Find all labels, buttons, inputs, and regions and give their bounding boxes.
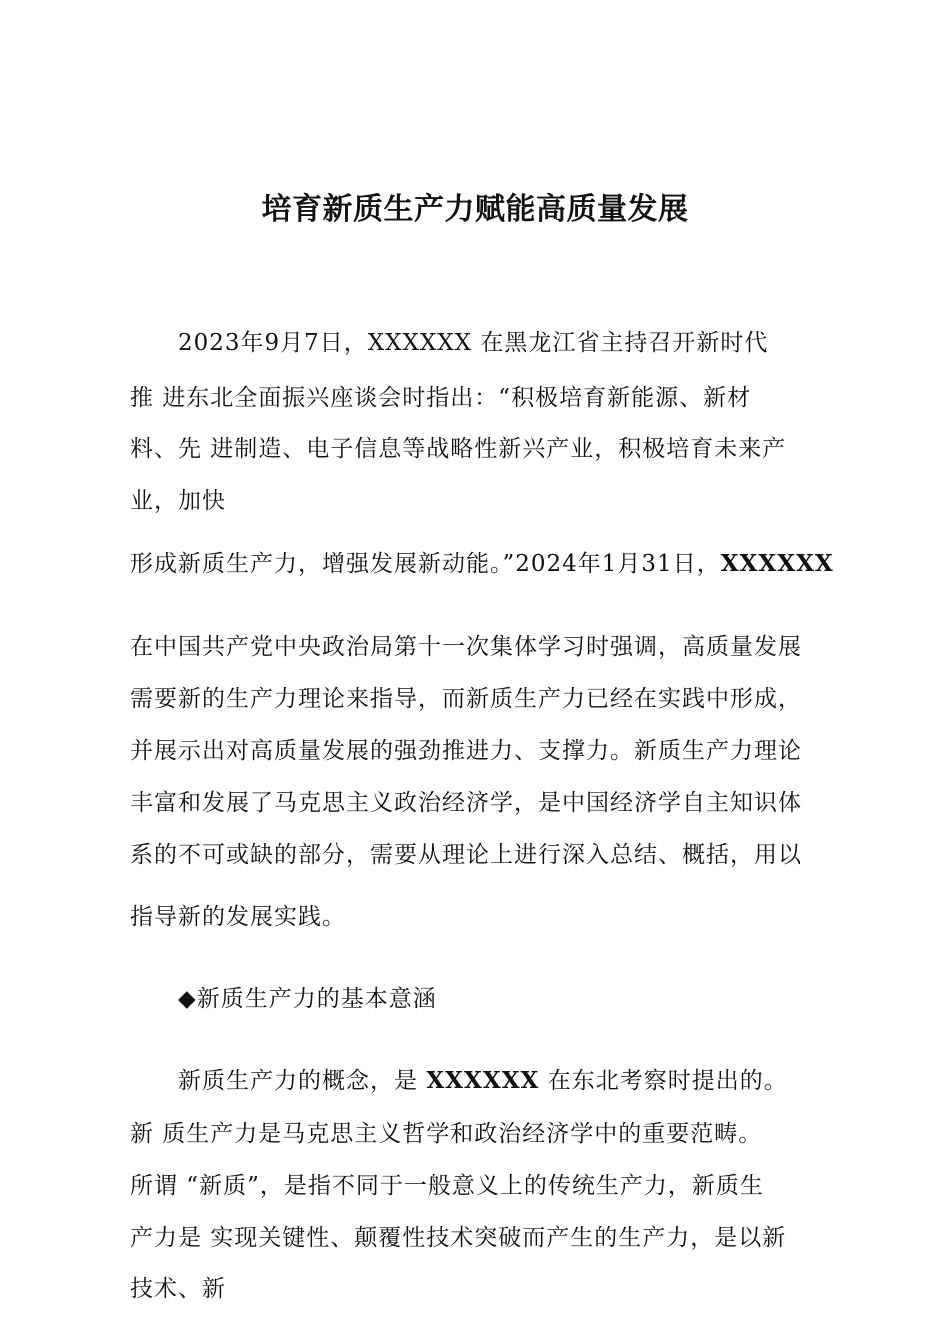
paragraph-line: 指导新的发展实践。 bbox=[130, 904, 346, 930]
paragraph-line: 丰富和发展了马克思主义政治经济学，是中国经济学自主知识体 bbox=[130, 790, 802, 816]
paragraph-text: 在东北考察时提出的。 bbox=[547, 1068, 788, 1094]
paragraph-line: 推 进东北全面振兴座谈会时指出：“积极培育新能源、新材 bbox=[130, 385, 752, 411]
document-title: 培育新质生产力赋能高质量发展 bbox=[261, 192, 689, 227]
section-heading: ◆新质生产力的基本意涵 bbox=[178, 986, 437, 1012]
redacted-name: XXXXXX bbox=[720, 550, 834, 577]
paragraph-line: 2023年9月7日，XXXXXX 在黑龙江省主持召开新时代 bbox=[178, 330, 769, 356]
paragraph-line: 并展示出对高质量发展的强劲推进力、支撑力。新质生产力理论 bbox=[130, 738, 802, 764]
paragraph-line: 料、先 进制造、电子信息等战略性新兴产业，积极培育未来产 bbox=[130, 436, 787, 462]
paragraph-line bbox=[178, 1064, 830, 1098]
paragraph-text: 形成新质生产力，增强发展新动能。”2024年1月31日， bbox=[130, 551, 721, 577]
paragraph-line: 所谓 “新质”，是指不同于一般意义上的传统生产力，新质生 bbox=[130, 1173, 764, 1199]
paragraph-line: 在中国共产党中央政治局第十一次集体学习时强调，高质量发展 bbox=[130, 634, 802, 660]
paragraph-line: 新 质生产力是马克思主义哲学和政治经济学中的重要范畴。 bbox=[130, 1121, 763, 1147]
paragraph-text: 新质生产力的概念，是 bbox=[178, 1068, 418, 1094]
paragraph-line: 业，加快 bbox=[130, 488, 226, 514]
paragraph-line bbox=[130, 547, 834, 581]
paragraph-line: 需要新的生产力理论来指导，而新质生产力已经在实践中形成， bbox=[130, 686, 802, 712]
paragraph-line: 系的不可或缺的部分，需要从理论上进行深入总结、概括，用以 bbox=[130, 842, 802, 868]
paragraph-line: 产力是 实现关键性、颠覆性技术突破而产生的生产力，是以新 bbox=[130, 1225, 787, 1251]
redacted-name: XXXXXX bbox=[426, 1067, 540, 1094]
paragraph-line: 技术、新 bbox=[130, 1276, 226, 1302]
